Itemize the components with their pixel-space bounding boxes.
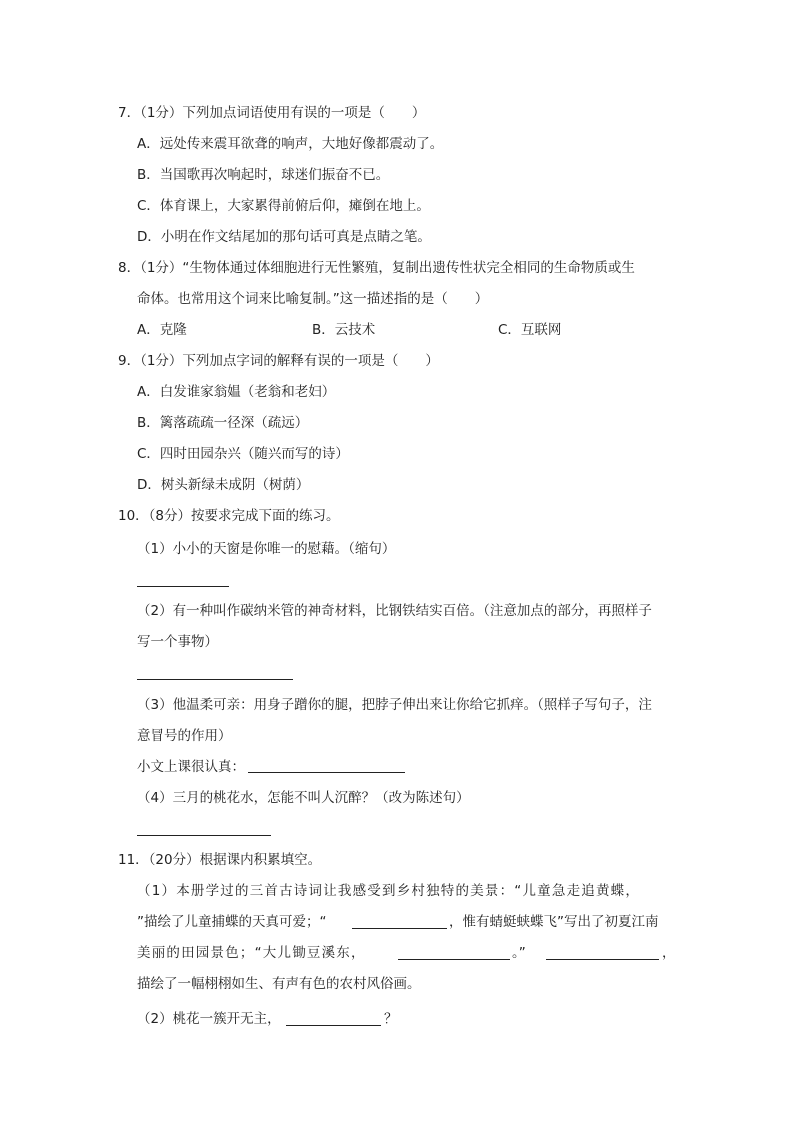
q10-part2-line2: 写一个事物） (137, 634, 218, 650)
q8-option-a: A．克隆 (137, 322, 187, 338)
q11-blank-2[interactable] (398, 959, 510, 960)
q11-part1-line3-a: 美丽的田园景色；“大儿锄豆溪东， (137, 945, 366, 961)
q11-part1-line4: 描绘了一幅栩栩如生、有声有色的农村风俗画。 (137, 976, 421, 992)
q11-part1-line3-b: 。” (512, 945, 526, 961)
q10-part4: （4）三月的桃花水，怎能不叫人沉醉？（改为陈述句） (137, 790, 470, 806)
q10-part2-answer-line[interactable] (137, 679, 293, 680)
q11-part1-line3-c: ， (662, 945, 676, 961)
q11-blank-3[interactable] (546, 959, 659, 960)
q9-option-c: C．四时田园杂兴（随兴而写的诗） (137, 446, 349, 462)
q9-option-a: A．白发谁家翁媪（老翁和老妇） (137, 384, 336, 400)
q11-blank-1[interactable] (352, 928, 447, 929)
q8-stem-line2: 命体。也常用这个词来比喻复制。”这一描述指的是（ ） (137, 291, 489, 307)
q9-option-b: B．篱落疏疏一径深（疏远） (137, 415, 309, 431)
q10-part3-answer-line[interactable] (248, 772, 405, 773)
q10-part3-prompt: 小文上课很认真： (137, 759, 245, 775)
q10-part1-answer-line[interactable] (137, 586, 229, 587)
q7-option-b: B．当国歌再次响起时，球迷们振奋不已。 (137, 167, 390, 183)
q10-stem: 10．（8分）按要求完成下面的练习。 (118, 508, 340, 524)
q7-option-c: C．体育课上，大家累得前俯后仰，瘫倒在地上。 (137, 198, 430, 214)
q10-part1: （1）小小的天窗是你唯一的慰藉。（缩句） (137, 541, 396, 557)
q7-option-a: A．远处传来震耳欲聋的响声，大地好像都震动了。 (137, 136, 444, 152)
q8-option-b: B．云技术 (312, 322, 376, 338)
q11-part1-line1: （1）本册学过的三首古诗词让我感受到乡村独特的美景：“儿童急走追黄蝶， (137, 883, 641, 899)
q11-part1-line2-a: ”描绘了儿童捕蝶的天真可爱；“ (137, 914, 327, 930)
q8-stem-line1: 8．（1分）“生物体通过体细胞进行无性繁殖，复制出遗传性状完全相同的生命物质或生 (118, 260, 635, 276)
q10-part3-line1: （3）他温柔可亲：用身子蹭你的腿，把脖子伸出来让你给它抓痒。（照样子写句子，注 (137, 697, 652, 713)
q7-stem: 7．（1分）下列加点词语使用有误的一项是（ ） (118, 105, 426, 121)
q11-stem: 11．（20分）根据课内积累填空。 (118, 852, 322, 868)
q9-stem: 9．（1分）下列加点字词的解释有误的一项是（ ） (118, 353, 439, 369)
q10-part4-answer-line[interactable] (137, 835, 271, 836)
q7-option-d: D．小明在作文结尾加的那句话可真是点睛之笔。 (137, 229, 431, 245)
q11-part1-line2-b: ，惟有蜻蜓蛱蝶飞”写出了初夏江南 (449, 914, 659, 930)
q11-part2-a: （2）桃花一簇开无主， (137, 1011, 281, 1027)
q9-option-d: D．树头新绿未成阴（树荫） (137, 477, 310, 493)
q10-part3-line2: 意冒号的作用） (137, 728, 232, 744)
q8-option-c: C．互联网 (498, 322, 562, 338)
q10-part2-line1: （2）有一种叫作碳纳米管的神奇材料，比钢铁结实百倍。（注意加点的部分，再照样子 (137, 603, 652, 619)
q11-blank-4[interactable] (286, 1025, 381, 1026)
q11-part2-b: ？ (384, 1011, 398, 1027)
